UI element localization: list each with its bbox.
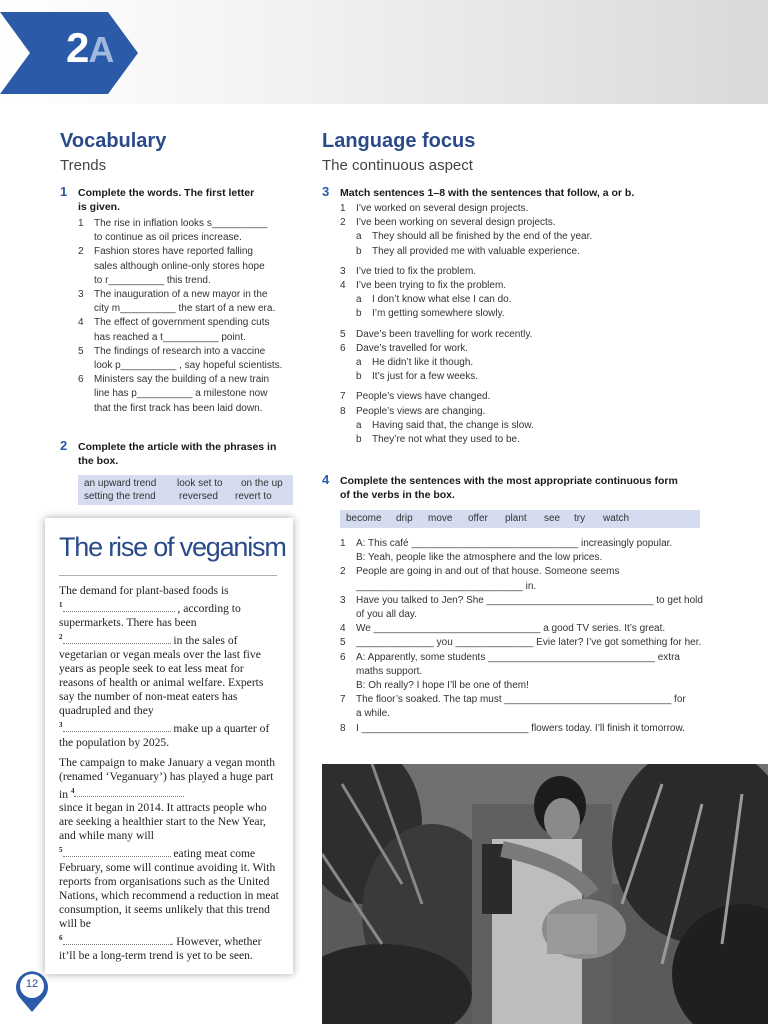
item-text: They all provided me with valuable experience. xyxy=(372,245,580,257)
item-text: Dave’s travelled for work. xyxy=(356,342,469,354)
item-text: He didn’t like it though. xyxy=(372,357,474,369)
gardener-watering-plants-photo xyxy=(322,764,768,1024)
item-text: They’re not what they used to be. xyxy=(372,434,520,446)
option-letter: b xyxy=(356,434,362,446)
page-number: 12 xyxy=(25,978,39,990)
item-number: 6 xyxy=(340,342,346,354)
option-item xyxy=(340,433,740,447)
item-text: to r__________ this trend. xyxy=(94,274,211,286)
gap-blank[interactable] xyxy=(74,786,184,797)
item-number: 8 xyxy=(340,722,346,734)
unit-letter: A xyxy=(88,29,114,70)
item-number: 4 xyxy=(340,280,346,292)
item-text: I’ve tried to fix the problem. xyxy=(356,265,477,277)
item-number: 2 xyxy=(340,566,346,578)
exercise-4-list xyxy=(340,537,750,736)
article-text: eating meat come February, some will continue avoiding it. With reports from organisations such as the United Nations, which recommend a reduction in meat consumption, it seems unlikely that this trend will be xyxy=(59,847,279,931)
vocabulary-subtitle: Trends xyxy=(60,157,107,174)
sentence-item xyxy=(340,202,740,216)
article-text: make up a quarter of the population by 2025. xyxy=(59,721,270,749)
sentence-item xyxy=(340,216,740,230)
exercise-3-list xyxy=(340,202,740,447)
verb-item: watch xyxy=(603,513,630,524)
unit-number: 2 xyxy=(66,24,89,71)
exercise-3-number: 3 xyxy=(322,184,330,199)
item-number: 1 xyxy=(78,218,84,229)
instruction-line: Complete the sentences with the most appropriate continuous form xyxy=(340,475,678,487)
verb-item: see xyxy=(544,513,561,524)
item-text: A: Apparently, some students ______________________________ extra xyxy=(356,651,680,663)
item-text: Have you talked to Jen? She ______________________________ to get hold xyxy=(356,594,703,606)
phrase-box xyxy=(78,475,293,505)
gap-number: 3 xyxy=(59,720,63,729)
option-item xyxy=(340,293,740,307)
gap-blank[interactable] xyxy=(63,601,175,612)
exercise-item xyxy=(340,622,750,636)
article-paragraph xyxy=(59,584,281,750)
item-number: 1 xyxy=(340,203,346,214)
gap-number: 6 xyxy=(59,934,63,943)
page-number-badge xyxy=(14,968,50,1014)
item-text: The floor’s soaked. The tap must ______________________________ for xyxy=(356,694,686,706)
item-number: 1 xyxy=(340,538,346,549)
exercise-4-instruction xyxy=(340,474,740,502)
gap-blank[interactable] xyxy=(63,721,171,732)
sentence-item xyxy=(340,328,740,342)
item-number: 5 xyxy=(340,328,346,340)
exercise-1-list xyxy=(78,217,308,416)
sentence-item xyxy=(340,390,740,404)
exercise-item xyxy=(78,316,308,344)
instruction-line: Complete the words. The first letter xyxy=(78,187,255,199)
gap-blank[interactable] xyxy=(63,633,171,644)
item-text: Fashion stores have reported falling xyxy=(94,246,253,258)
language-focus-title: Language focus xyxy=(322,130,476,152)
instruction-line: Complete the article with the phrases in xyxy=(78,441,277,453)
item-text: The effect of government spending cuts xyxy=(94,317,270,329)
verb-item: drip xyxy=(396,513,413,524)
phrase-item: setting the trend xyxy=(84,491,156,502)
article-body xyxy=(59,584,281,969)
option-letter: b xyxy=(356,371,362,383)
item-text: Ministers say the building of a new train xyxy=(94,374,270,386)
item-text: maths support. xyxy=(356,665,423,677)
item-text: ______________________________ in. xyxy=(356,580,537,592)
article-text: The campaign to make January a vegan month (renamed ‘Veganuary’) has played a huge part in xyxy=(59,755,276,801)
exercise-item xyxy=(78,345,308,373)
option-letter: b xyxy=(356,308,362,320)
exercise-2-number: 2 xyxy=(60,438,68,453)
verb-box xyxy=(340,510,700,528)
article-text: in the sales of vegetarian or vegan meals over the last five years as people seek to eat less meat for reasons of health or animal welfare. Experts say the number of non-meat eaters has quadrupled and they xyxy=(59,633,264,717)
sentence-item xyxy=(340,405,740,419)
exercise-item xyxy=(340,651,750,694)
gap-number: 5 xyxy=(59,846,63,855)
article-divider xyxy=(59,575,277,576)
article-text: since it began in 2014. It attracts people who are seeking a healthier start to the New Year, and while many will xyxy=(59,801,267,843)
option-item xyxy=(340,419,740,433)
article-text: , according to supermarkets. There has been xyxy=(59,601,241,629)
article-title: The rise of veganism xyxy=(59,532,286,562)
option-letter: a xyxy=(356,419,362,431)
exercise-item xyxy=(340,693,750,721)
phrase-item: an upward trend xyxy=(84,478,157,489)
item-text: A: This café ______________________________ increasingly popular. xyxy=(356,538,673,549)
item-text: The findings of research into a vaccine xyxy=(94,345,266,357)
exercise-3-instruction: Match sentences 1–8 with the sentences that follow, a or b. xyxy=(340,187,635,199)
item-text: that the first track has been laid down. xyxy=(94,402,263,414)
item-text: ______________ you ______________ Evie later? I’ve got something for her. xyxy=(356,637,702,649)
article-text: . However, whether it’ll be a long-term trend is yet to be seen. xyxy=(59,935,262,963)
item-number: 3 xyxy=(340,265,346,277)
option-item xyxy=(340,370,740,384)
item-text: look p__________ , say hopeful scientists. xyxy=(94,360,283,372)
option-letter: a xyxy=(356,231,362,243)
language-focus-subtitle: The continuous aspect xyxy=(322,157,473,174)
exercise-2-instruction xyxy=(78,440,308,468)
item-text: I’m getting somewhere slowly. xyxy=(372,308,505,320)
option-item xyxy=(340,307,740,321)
option-item xyxy=(340,245,740,259)
phrase-item: reversed xyxy=(179,491,218,502)
item-number: 7 xyxy=(340,694,346,706)
exercise-item xyxy=(78,373,308,416)
item-number: 4 xyxy=(78,317,84,329)
phrase-item: look set to xyxy=(177,478,223,489)
exercise-item xyxy=(340,722,750,736)
item-text: I don’t know what else I can do. xyxy=(372,294,512,306)
exercise-item xyxy=(340,636,750,650)
item-text: of you all day. xyxy=(356,609,417,621)
item-number: 8 xyxy=(340,405,346,417)
item-text: B: Oh really? I hope I’ll be one of them! xyxy=(356,680,529,692)
gap-blank[interactable] xyxy=(63,846,171,857)
gap-number: 4 xyxy=(70,786,75,795)
verb-item: offer xyxy=(468,513,488,524)
item-text: The inauguration of a new mayor in the xyxy=(94,289,268,301)
vocabulary-title: Vocabulary xyxy=(60,130,167,152)
item-number: 2 xyxy=(78,246,84,258)
sentence-item xyxy=(340,342,740,356)
verb-item: move xyxy=(428,513,453,524)
item-text: People’s views are changing. xyxy=(356,405,486,417)
item-number: 4 xyxy=(340,623,346,635)
item-number: 5 xyxy=(78,345,84,357)
item-text: We ______________________________ a good TV series. It’s great. xyxy=(356,623,666,635)
item-text: has reached a t__________ point. xyxy=(94,331,246,343)
item-text: Having said that, the change is slow. xyxy=(372,419,534,431)
item-number: 6 xyxy=(78,374,84,386)
item-number: 2 xyxy=(340,217,346,229)
phrase-item: on the up xyxy=(241,478,283,489)
item-text: I’ve been trying to fix the problem. xyxy=(356,280,507,292)
gap-number: 1 xyxy=(59,601,63,609)
exercise-item xyxy=(340,565,750,593)
verb-item: become xyxy=(346,513,382,524)
item-text: I’ve been working on several design projects. xyxy=(356,217,556,229)
item-text: They should all be finished by the end of the year. xyxy=(372,231,593,243)
article-text: The demand for plant-based foods is xyxy=(59,584,229,597)
item-text: People are going in and out of that house. Someone seems xyxy=(356,566,620,578)
item-text: I ______________________________ flowers today. I’ll finish it tomorrow. xyxy=(356,722,685,734)
item-number: 3 xyxy=(78,289,84,301)
exercise-item xyxy=(78,288,308,316)
exercise-1-instruction xyxy=(78,186,308,214)
exercise-4-number: 4 xyxy=(322,472,330,487)
instruction-line: is given. xyxy=(78,201,121,213)
option-letter: a xyxy=(356,357,362,369)
item-text: Dave’s been travelling for work recently. xyxy=(356,328,533,340)
option-letter: b xyxy=(356,245,362,257)
gap-blank[interactable] xyxy=(63,934,171,945)
article-paragraph xyxy=(59,756,281,964)
gap-number: 2 xyxy=(59,632,63,641)
item-text: line has p__________ a milestone now xyxy=(94,388,268,400)
item-text: B: Yeah, people like the atmosphere and the low prices. xyxy=(356,552,603,564)
item-number: 6 xyxy=(340,651,346,663)
item-text: I’ve worked on several design projects. xyxy=(356,203,529,214)
item-text: to continue as oil prices increase. xyxy=(94,232,242,244)
phrase-item: revert to xyxy=(235,491,272,502)
article-card xyxy=(45,518,293,974)
option-item xyxy=(340,230,740,244)
exercise-item xyxy=(78,217,308,245)
unit-label xyxy=(66,24,113,72)
sentence-item xyxy=(340,279,740,293)
sentence-item xyxy=(340,265,740,279)
item-text: city m__________ the start of a new era. xyxy=(94,303,276,315)
exercise-item xyxy=(340,594,750,622)
item-text: The rise in inflation looks s__________ xyxy=(94,218,268,229)
exercise-item xyxy=(78,245,308,288)
item-number: 7 xyxy=(340,391,346,403)
exercise-item xyxy=(340,537,750,565)
item-text: a while. xyxy=(356,708,390,720)
instruction-line: the box. xyxy=(78,455,119,467)
option-item xyxy=(340,356,740,370)
item-text: sales although online-only stores hope xyxy=(94,260,265,272)
instruction-line: of the verbs in the box. xyxy=(340,489,455,501)
option-letter: a xyxy=(356,294,362,306)
exercise-1-number: 1 xyxy=(60,184,68,199)
item-number: 5 xyxy=(340,637,346,649)
verb-item: plant xyxy=(505,513,527,524)
item-text: It’s just for a few weeks. xyxy=(372,371,478,383)
verb-item: try xyxy=(574,513,586,524)
item-text: People’s views have changed. xyxy=(356,391,491,403)
item-number: 3 xyxy=(340,594,346,606)
